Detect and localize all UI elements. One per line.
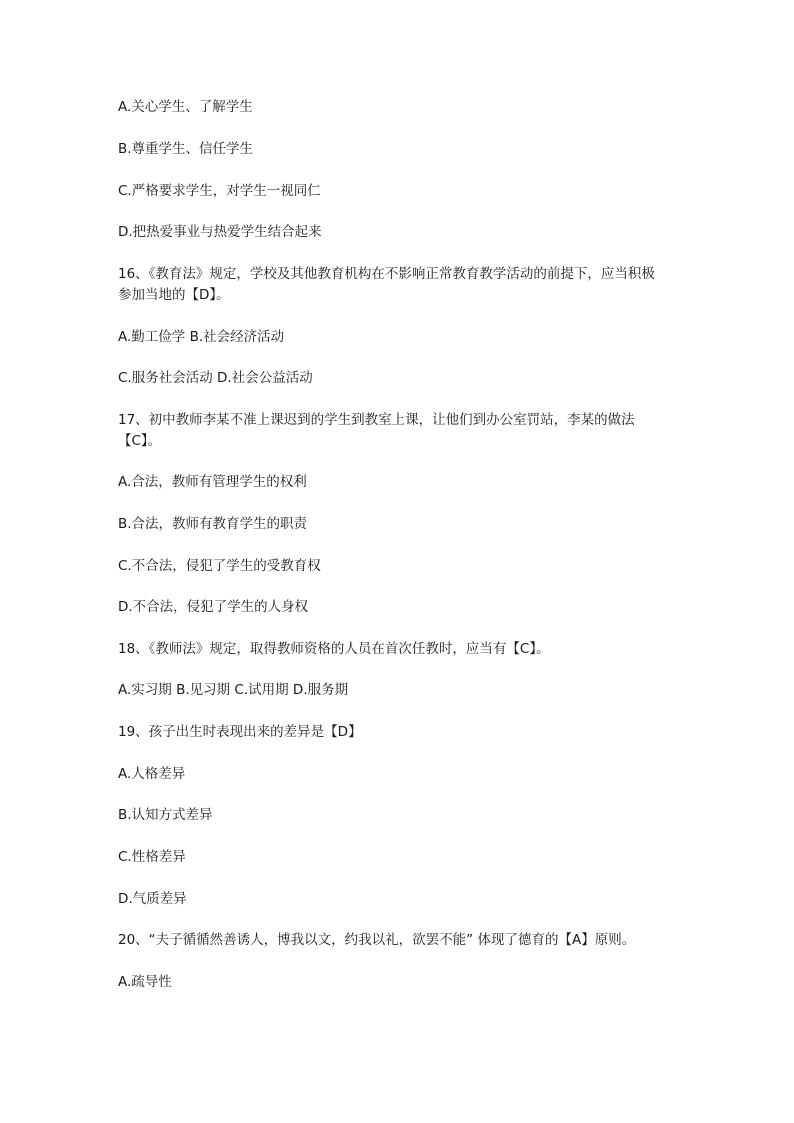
q17-option-d: D.不合法，侵犯了学生的人身权 [118, 599, 309, 615]
q15-option-d: D.把热爱事业与热爱学生结合起来 [118, 224, 322, 240]
q19-stem: 19、孩子出生时表现出来的差异是【D】 [118, 724, 362, 740]
q17-stem-line1: 17、初中教师李某不准上课迟到的学生到教室上课，让他们到办公室罚站，李某的做法 [118, 412, 635, 428]
q16-options-line1: A.勤工俭学 B.社会经济活动 [118, 329, 285, 345]
q18-options: A.实习期 B.见习期 C.试用期 D.服务期 [118, 682, 349, 698]
q19-option-d: D.气质差异 [118, 891, 187, 907]
q17-option-c: C.不合法，侵犯了学生的受教育权 [118, 558, 321, 574]
q20-stem: 20、“夫子循循然善诱人，博我以文，约我以礼，欲罢不能” 体现了德育的【A】原则。 [118, 932, 636, 948]
q15-option-c: C.严格要求学生，对学生一视同仁 [118, 183, 321, 199]
q19-option-c: C.性格差异 [118, 849, 186, 865]
q19-option-a: A.人格差异 [118, 766, 186, 782]
q18-stem: 18、《教师法》规定，取得教师资格的人员在首次任教时，应当有【C】。 [118, 641, 550, 657]
q17-stem-line2: 【C】。 [118, 433, 162, 449]
q20-option-a: A.疏导性 [118, 974, 172, 990]
q16-options-line2: C.服务社会活动 D.社会公益活动 [118, 370, 313, 386]
q16-stem-line2: 参加当地的【D】。 [118, 287, 230, 303]
q15-option-b: B.尊重学生、信任学生 [118, 141, 254, 157]
q15-option-a: A.关心学生、了解学生 [118, 99, 253, 115]
q17-option-a: A.合法，教师有管理学生的权利 [118, 474, 307, 490]
q17-option-b: B.合法，教师有教育学生的职责 [118, 516, 308, 532]
q19-option-b: B.认知方式差异 [118, 807, 213, 823]
q16-stem-line1: 16、《教育法》规定，学校及其他教育机构在不影响正常教育教学活动的前提下，应当积极 [118, 266, 655, 282]
